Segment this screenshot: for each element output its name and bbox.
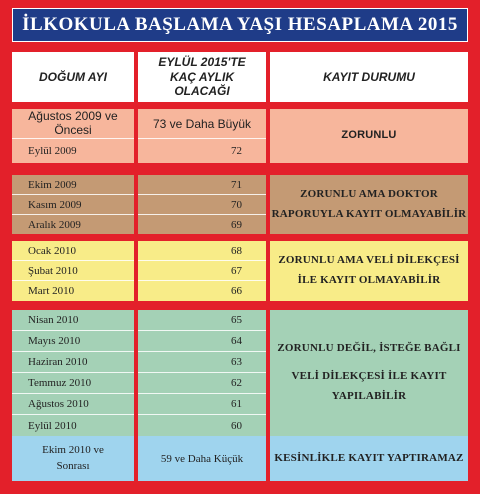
status-line: YAPILABİLİR <box>331 389 407 402</box>
status-line: KESİNLİKLE KAYIT YAPTIRAMAZ <box>274 451 464 464</box>
birth-month-cell: Eylül 2009 <box>12 139 134 163</box>
page-title: İLKOKULA BAŞLAMA YAŞI HESAPLAMA 2015 <box>12 8 468 42</box>
age-months-cell: 73 ve Daha Büyük <box>138 109 266 139</box>
age-months-cell: 67 <box>138 261 266 281</box>
birth-month-cell: Temmuz 2010 <box>12 373 134 394</box>
birth-month-cell: Ekim 2009 <box>12 175 134 195</box>
status-line: İLE KAYIT OLMAYABİLİR <box>297 274 441 286</box>
birth-month-cell: Haziran 2010 <box>12 352 134 373</box>
status-cell <box>270 175 468 234</box>
status-cell <box>270 241 468 301</box>
age-months-cell: 64 <box>138 331 266 352</box>
age-months-cell: 68 <box>138 241 266 261</box>
age-months-cell: 70 <box>138 195 266 215</box>
status-line: RAPORUYLA KAYIT OLMAYABİLİR <box>271 207 467 220</box>
birth-month-cell: Ocak 2010 <box>12 241 134 261</box>
birth-month-cell: Ağustos 2009 ve Öncesi <box>12 109 134 139</box>
age-months-cell: 65 <box>138 310 266 331</box>
age-months-cell: 66 <box>138 281 266 301</box>
header-birth-month: DOĞUM AYI <box>12 52 134 102</box>
birth-month-cell: Ekim 2010 ve Sonrası <box>12 436 134 481</box>
header-age-months: EYLÜL 2015'TE KAÇ AYLIK OLACAĞI <box>138 52 266 102</box>
age-months-cell: 71 <box>138 175 266 195</box>
status-line: ZORUNLU <box>341 129 397 142</box>
birth-month-cell: Şubat 2010 <box>12 261 134 281</box>
birth-month-cell: Nisan 2010 <box>12 310 134 331</box>
status-cell <box>270 436 468 481</box>
age-months-cell: 60 <box>138 415 266 436</box>
status-line: ZORUNLU AMA DOKTOR <box>300 187 438 200</box>
age-months-cell: 62 <box>138 373 266 394</box>
age-months-cell: 72 <box>138 139 266 163</box>
birth-month-cell: Mart 2010 <box>12 281 134 301</box>
age-months-cell: 59 ve Daha Küçük <box>138 436 266 481</box>
birth-month-cell: Kasım 2009 <box>12 195 134 215</box>
age-months-cell: 63 <box>138 352 266 373</box>
status-cell <box>270 310 468 436</box>
birth-month-cell: Ağustos 2010 <box>12 394 134 415</box>
birth-month-cell: Eylül 2010 <box>12 415 134 436</box>
status-cell <box>270 109 468 163</box>
status-line: ZORUNLU AMA VELİ DİLEKÇESİ <box>278 254 460 267</box>
age-months-cell: 69 <box>138 215 266 234</box>
birth-month-cell: Mayıs 2010 <box>12 331 134 352</box>
status-line: ZORUNLU DEĞİL, İSTEĞE BAĞLI <box>277 342 461 355</box>
birth-month-cell: Aralık 2009 <box>12 215 134 234</box>
age-months-cell: 61 <box>138 394 266 415</box>
header-status: KAYIT DURUMU <box>270 52 468 102</box>
status-line: VELİ DİLEKÇESİ İLE KAYIT <box>291 370 447 383</box>
